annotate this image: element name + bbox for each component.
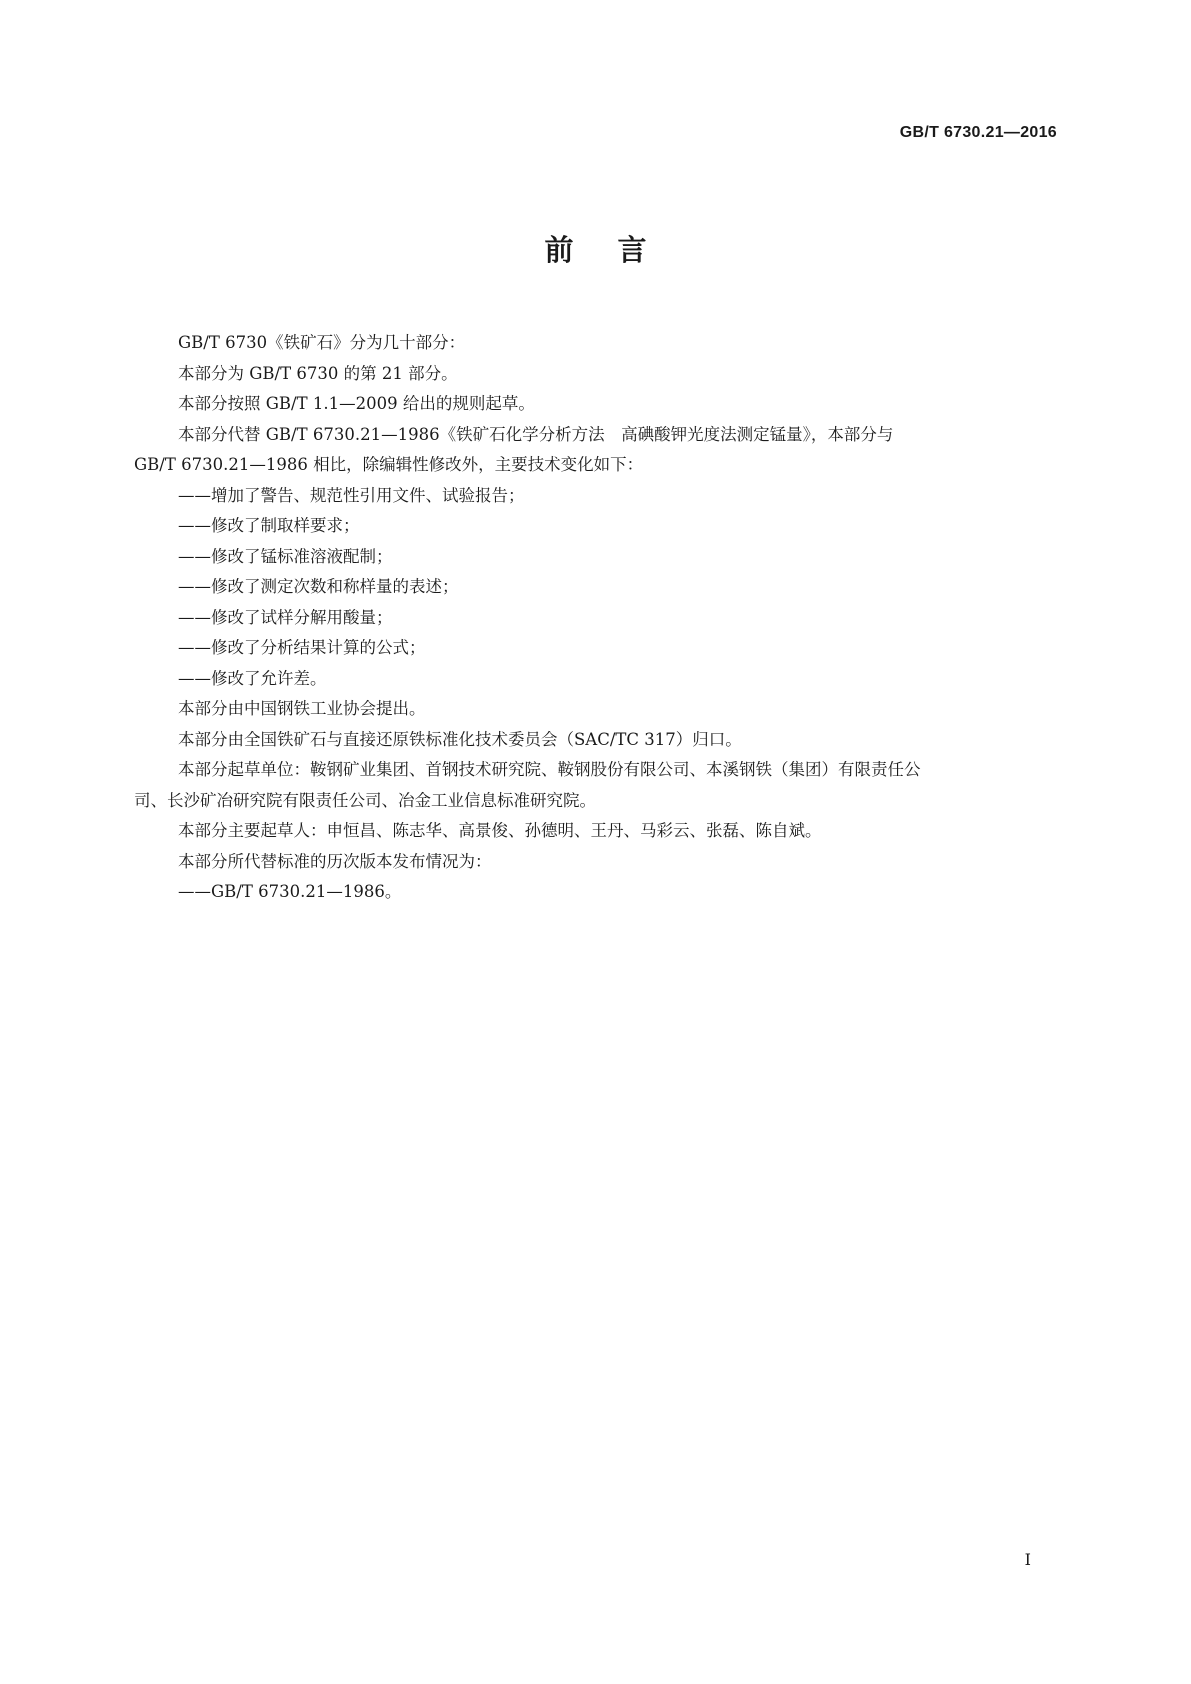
document-code: GB/T 6730.21—2016 — [899, 124, 1057, 141]
paragraph-line: GB/T 6730《铁矿石》分为几十部分： — [178, 333, 466, 352]
paragraph-line: GB/T 6730.21—1986 相比，除编辑性修改外，主要技术变化如下： — [134, 455, 644, 474]
page-title: 前言 — [544, 233, 691, 267]
preface-body — [134, 328, 1058, 908]
paragraph-line: 本部分为 GB/T 6730 的第 21 部分。 — [178, 363, 458, 383]
paragraph-line: ——GB/T 6730.21—1986。 — [178, 882, 402, 901]
page-number: I — [1024, 1550, 1031, 1569]
paragraph-line: ——修改了测定次数和称样量的表述； — [178, 577, 459, 596]
paragraph-line: 本部分所代替标准的历次版本发布情况为： — [178, 851, 492, 871]
paragraph-line: 本部分由全国铁矿石与直接还原铁标准化技术委员会（SAC/TC 317）归口。 — [178, 729, 742, 749]
paragraph-line: ——修改了允许差。 — [178, 668, 327, 688]
paragraph-line: ——修改了锰标准溶液配制； — [178, 546, 393, 566]
paragraph-line: 本部分代替 GB/T 6730.21—1986《铁矿石化学分析方法 高碘酸钾光度法测定锰量》，本部分与 — [178, 424, 894, 444]
paragraph-line: 本部分起草单位：鞍钢矿业集团、首钢技术研究院、鞍钢股份有限公司、本溪钢铁（集团）有限责任公 — [178, 760, 921, 779]
paragraph-line: 本部分主要起草人：申恒昌、陈志华、高景俊、孙德明、王丹、马彩云、张磊、陈自斌。 — [178, 821, 822, 840]
paragraph-line: ——修改了制取样要求； — [178, 516, 360, 535]
paragraph-line: 本部分按照 GB/T 1.1—2009 给出的规则起草。 — [178, 394, 535, 413]
paragraph-line: ——修改了分析结果计算的公式； — [178, 638, 426, 657]
paragraph-line: ——修改了试样分解用酸量； — [178, 607, 393, 627]
paragraph-line: ——增加了警告、规范性引用文件、试验报告； — [178, 485, 525, 505]
paragraph-line: 司、长沙矿冶研究院有限责任公司、冶金工业信息标准研究院。 — [134, 790, 596, 810]
paragraph-line: 本部分由中国钢铁工业协会提出。 — [178, 699, 426, 718]
